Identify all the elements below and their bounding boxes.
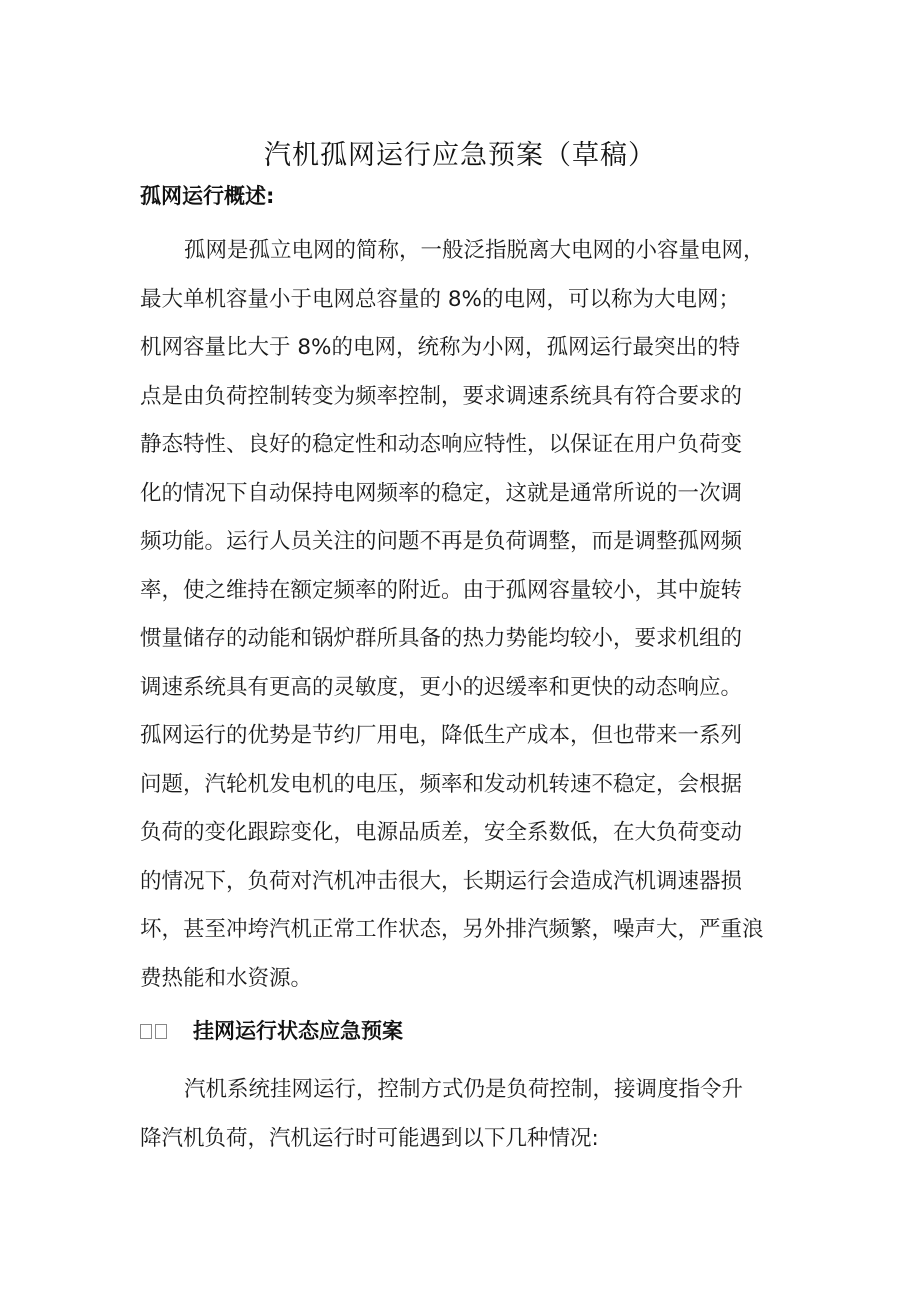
- section-heading-overview: 孤网运行概述:: [140, 184, 275, 208]
- paragraph-line: 孤网运行的优势是节约厂用电，降低生产成本，但也带来一系列: [140, 723, 743, 748]
- box-glyph-icon: [140, 1024, 152, 1039]
- section-heading-grid-connected: [140, 1014, 403, 1048]
- paragraph-line: 惯量储存的动能和锅炉群所具备的热力势能均较小，要求机组的: [140, 626, 743, 651]
- paragraph-line: 降汽机负荷，汽机运行时可能遇到以下几种情况:: [140, 1125, 599, 1151]
- box-glyph-icon: [155, 1024, 167, 1039]
- document-title: 汽机孤网运行应急预案（草稿）: [264, 140, 656, 172]
- missing-glyph-bullet-icon: [140, 1024, 167, 1039]
- paragraph-line: 调速系统具有更高的灵敏度，更小的迟缓率和更快的动态响应。: [140, 674, 743, 700]
- paragraph-line: 率，使之维持在额定频率的附近。由于孤网容量较小，其中旋转: [140, 577, 743, 603]
- paragraph-line: 汽机系统挂网运行，控制方式仍是负荷控制，接调度指令升: [184, 1077, 744, 1102]
- paragraph-line: 静态特性、良好的稳定性和动态响应特性，以保证在用户负荷变: [140, 432, 743, 457]
- paragraph-line: 问题，汽轮机发电机的电压，频率和发动机转速不稳定，会根据: [140, 771, 743, 797]
- paragraph-line: 孤网是孤立电网的简称，一般泛指脱离大电网的小容量电网，: [184, 238, 765, 263]
- paragraph-line: 费热能和水资源。: [140, 965, 313, 991]
- subheading-label: 挂网运行状态应急预案: [193, 1019, 403, 1043]
- paragraph-line: 坏，甚至冲垮汽机正常工作状态，另外排汽频繁，噪声大，严重浪: [140, 917, 764, 942]
- overview-paragraph: [140, 227, 792, 1003]
- paragraph-line: 的情况下，负荷对汽机冲击很大，长期运行会造成汽机调速器损: [140, 868, 743, 894]
- paragraph-line: 最大单机容量小于电网总容量的 8%的电网，可以称为大电网；: [140, 286, 740, 312]
- paragraph-line: 机网容量比大于 8%的电网，统称为小网，孤网运行最突出的特: [140, 335, 740, 360]
- paragraph-line: 频功能。运行人员关注的问题不再是负荷调整，而是调整孤网频: [140, 529, 743, 554]
- paragraph-line: 化的情况下自动保持电网频率的稳定，这就是通常所说的一次调: [140, 480, 743, 506]
- paragraph-line: 点是由负荷控制转变为频率控制，要求调速系统具有符合要求的: [140, 383, 743, 409]
- grid-connected-paragraph: [140, 1066, 792, 1163]
- paragraph-line: 负荷的变化跟踪变化，电源品质差，安全系数低，在大负荷变动: [140, 820, 743, 845]
